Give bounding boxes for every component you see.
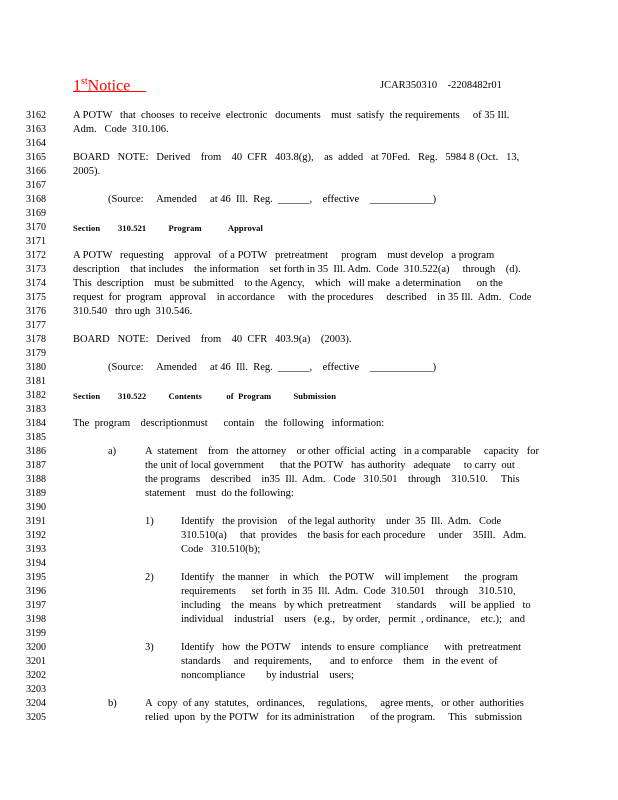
text-line: description that includes the information set forth in 35 Ill. Adm. Code 310.522(a) through (d). — [73, 264, 521, 275]
line-number: 3195 — [26, 572, 46, 583]
source-note: (Source: Amended at 46 Ill. Reg. ______, effective ____________) — [108, 362, 437, 373]
line-number: 3190 — [26, 502, 46, 513]
item-2-line: individual industrial users (e.g., by order, permit , ordinance, etc.); and — [181, 614, 525, 625]
line-number: 3178 — [26, 334, 46, 345]
line-number: 3168 — [26, 194, 46, 205]
line-number: 3171 — [26, 236, 46, 247]
line-number: 3173 — [26, 264, 46, 275]
notice-superscript: st — [81, 76, 88, 87]
line-number: 3205 — [26, 712, 46, 723]
item-1-line: Identify the provision of the legal authority under 35 Ill. Adm. Code — [181, 516, 502, 527]
line-number: 3169 — [26, 208, 46, 219]
line-number: 3204 — [26, 698, 46, 709]
item-marker: a) — [108, 446, 117, 457]
line-number: 3201 — [26, 656, 46, 667]
line-number: 3182 — [26, 390, 46, 401]
line-number: 3199 — [26, 628, 46, 639]
text-line: BOARD NOTE: Derived from 40 CFR 403.9(a) (2003). — [73, 334, 352, 345]
line-number: 3192 — [26, 530, 46, 541]
text-line: This description must be submitted to the Agency, which will make a determination on the — [73, 278, 503, 289]
subitem-marker: 3) — [145, 642, 154, 653]
item-marker: b) — [108, 698, 117, 709]
line-number: 3194 — [26, 558, 46, 569]
item-1-line: 310.510(a) that provides the basis for each procedure under 35Ill. Adm. — [181, 530, 527, 541]
line-number: 3162 — [26, 110, 46, 121]
subitem-marker: 1) — [145, 516, 154, 527]
source-note: (Source: Amended at 46 Ill. Reg. ______, effective ____________) — [108, 194, 437, 205]
line-number: 3193 — [26, 544, 46, 555]
paragraph-b-line: A copy of any statutes, ordinances, regulations, agree ments, or other authorities — [145, 698, 524, 709]
line-number: 3196 — [26, 586, 46, 597]
line-number: 3197 — [26, 600, 46, 611]
item-1-line: Code 310.510(b); — [181, 544, 261, 555]
paragraph-b-line: relied upon by the POTW for its administration of the program. This submission — [145, 712, 522, 723]
text-line: 310.540 thro ugh 310.546. — [73, 306, 193, 317]
paragraph-a-line: A statement from the attorney or other official acting in a comparable capacity for — [145, 446, 540, 457]
line-number: 3184 — [26, 418, 46, 429]
paragraph-a-line: the programs described in35 Ill. Adm. Code 310.501 through 310.510. This — [145, 474, 520, 485]
notice-prefix: 1 — [73, 77, 81, 95]
text-line: A POTW that chooses to receive electronic documents must satisfy the requirements of 35 Ill. — [73, 110, 510, 121]
line-number: 3166 — [26, 166, 46, 177]
line-number: 3191 — [26, 516, 46, 527]
line-number: 3164 — [26, 138, 46, 149]
line-number: 3177 — [26, 320, 46, 331]
document-code: JCAR350310 -2208482r01 — [380, 80, 502, 91]
line-number: 3181 — [26, 376, 46, 387]
text-line: BOARD NOTE: Derived from 40 CFR 403.8(g), as added at 70Fed. Reg. 5984 8 (Oct. 13, — [73, 152, 520, 163]
paragraph-a-line: statement must do the following: — [145, 488, 294, 499]
line-number: 3183 — [26, 404, 46, 415]
subitem-marker: 2) — [145, 572, 154, 583]
line-number: 3188 — [26, 474, 46, 485]
text-line: Adm. Code 310.106. — [73, 124, 169, 135]
text-line: request for program approval in accordance with the procedures described in 35 Ill. Adm. Code — [73, 292, 532, 303]
item-2-line: Identify the manner in which the POTW will implement the program — [181, 572, 518, 583]
item-3-line: noncompliance by industrial users; — [181, 670, 354, 681]
line-number: 3185 — [26, 432, 46, 443]
section-heading: Section 310.522 Contents of Program Submission — [73, 391, 337, 401]
line-number: 3187 — [26, 460, 46, 471]
line-number: 3167 — [26, 180, 46, 191]
line-number: 3170 — [26, 222, 46, 233]
line-number: 3198 — [26, 614, 46, 625]
text-line: 2005). — [73, 166, 101, 177]
notice-word: Notice — [87, 77, 131, 95]
item-2-line: including the means by which pretreatment standards will be applied to — [181, 600, 531, 611]
paragraph-a-line: the unit of local government that the POTW has authority adequate to carry out — [145, 460, 515, 471]
line-number: 3180 — [26, 362, 46, 373]
text-line: A POTW requesting approval of a POTW pretreatment program must develop a program — [73, 250, 495, 261]
line-number: 3200 — [26, 642, 46, 653]
item-3-line: Identify how the POTW intends to ensure compliance with pretreatment — [181, 642, 522, 653]
line-number: 3163 — [26, 124, 46, 135]
line-number: 3203 — [26, 684, 46, 695]
line-number: 3179 — [26, 348, 46, 359]
line-number: 3172 — [26, 250, 46, 261]
item-2-line: requirements set forth in 35 Ill. Adm. Code 310.501 through 310.510, — [181, 586, 516, 597]
line-number: 3174 — [26, 278, 46, 289]
line-number: 3176 — [26, 306, 46, 317]
line-number: 3165 — [26, 152, 46, 163]
item-3-line: standards and requirements, and to enforce them in the event of — [181, 656, 498, 667]
line-number: 3186 — [26, 446, 46, 457]
section-heading: Section 310.521 Program Approval — [73, 223, 263, 233]
line-number: 3202 — [26, 670, 46, 681]
line-number: 3175 — [26, 292, 46, 303]
line-number: 3189 — [26, 488, 46, 499]
notice-header — [73, 76, 146, 95]
text-line: The program descriptionmust contain the following information: — [73, 418, 385, 429]
